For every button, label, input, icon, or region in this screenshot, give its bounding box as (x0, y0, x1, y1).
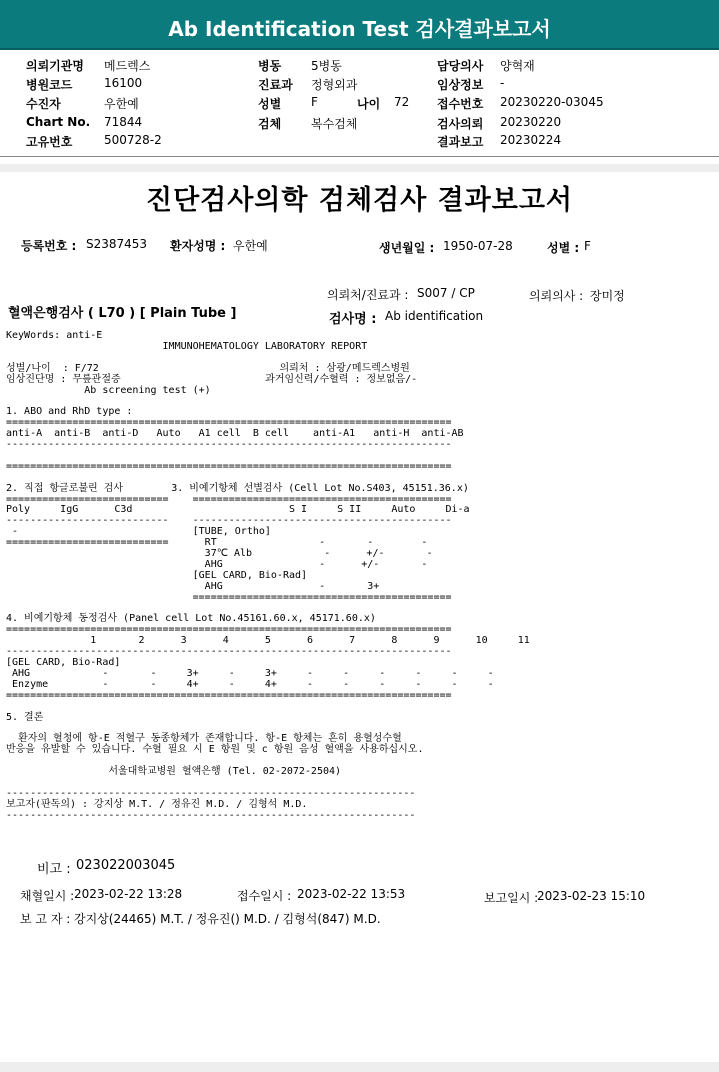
report-line: 보고자(판독의) : 강지상 M.T. / 정유진 M.D. / 김형석 M.D. (6, 798, 308, 810)
document-title: 진단검사의학 검체검사 결과보고서 (145, 185, 574, 216)
report-line: ========================================================================== (6, 417, 452, 429)
report-line: -------------------------------------------------------------------- (6, 809, 416, 821)
report-line: Ab screening test (+) (6, 384, 211, 396)
report-line: anti-A anti-B anti-D Auto A1 cell B cell anti-A1 anti-H anti-AB (6, 428, 464, 440)
test-name-value: Ab identification (385, 309, 484, 323)
reporter-label: 보 고 자 : (20, 912, 71, 926)
report-line: --------------------------- ------------------------------------------- (6, 515, 452, 527)
report-line: AHG - - 3+ - 3+ - - - - - - (6, 667, 494, 679)
sex-value: F (584, 239, 591, 253)
reg-label: 등록번호 : (21, 239, 77, 253)
dept-label: 의뢰처/진료과 : (327, 288, 409, 302)
info-col2-row2 (258, 95, 281, 112)
info-col2-row1 (258, 76, 293, 93)
section-gap (0, 164, 719, 172)
report-line: 37℃ Alb - +/- - (6, 548, 433, 559)
info-label: 검체 (258, 117, 282, 131)
info-value: - (500, 76, 505, 90)
report-date-label: 보고일시 : (484, 891, 539, 905)
info-col1-row0 (26, 57, 84, 74)
receive-value: 2023-02-22 13:53 (297, 887, 406, 901)
report-line: 2. 직접 항글로불린 검사 3. 비예기항체 선별검사 (Cell Lot No.S403, 45151.36.x) (6, 482, 469, 494)
report-line: [GEL CARD, Bio-Rad] (6, 657, 121, 668)
collect-value: 2023-02-22 13:28 (74, 887, 183, 901)
report-line: -------------------------------------------------------------------- (6, 787, 416, 799)
info-value: 20230224 (500, 133, 562, 147)
info-label: 담당의사 (437, 59, 484, 73)
report-line: 1. ABO and RhD type : (6, 406, 133, 418)
info-value: 71844 (104, 115, 143, 129)
report-line: 4. 비예기항체 동정검사 (Panel cell Lot No.45161.60.x, 45171.60.x) (6, 613, 376, 625)
report-line: 성별/나이 : F/72 의뢰처 : 삼광/메드렉스병원 (6, 362, 410, 374)
report-line: -------------------------------------------------------------------------- (6, 439, 452, 450)
sex-label: 성별 : (547, 241, 580, 255)
note-label: 비고 : (37, 862, 71, 877)
report-line: [GEL CARD, Bio-Rad] (6, 569, 308, 581)
info-label: 나이 (357, 97, 381, 111)
info-label: 수진자 (26, 97, 61, 111)
info-age (357, 95, 380, 112)
report-line: IMMUNOHEMATOLOGY LABORATORY REPORT (6, 340, 368, 352)
info-value: 양혁재 (500, 59, 535, 73)
info-label: 검사의뢰 (437, 117, 484, 131)
info-label: 고유번호 (26, 135, 73, 149)
doctor-value: 장미정 (590, 289, 625, 303)
info-label: 접수번호 (437, 97, 484, 111)
info-label: 임상정보 (437, 78, 484, 92)
report-line: ========================================================================== (6, 624, 452, 636)
footer-bar (0, 1062, 719, 1072)
info-value: 72 (394, 95, 410, 109)
report-line: Enzyme - - 4+ - 4+ - - - - - - (6, 678, 494, 690)
reporter-value: 강지상(24465) M.T. / 정유진() M.D. / 김형석(847) M.D. (74, 912, 381, 926)
report-header-title: Ab Identification Test 검사결과보고서 (168, 17, 551, 41)
report-line: =========================== RT - - - (6, 537, 428, 549)
report-line: 서울대학교병원 혈액은행 (Tel. 02-2072-2504) (6, 766, 342, 777)
info-value: 20230220 (500, 115, 562, 129)
info-col3-row2 (437, 95, 483, 112)
info-label: 병동 (258, 59, 282, 73)
info-value: 복수검체 (311, 117, 358, 131)
report-line: ========================================================================== (6, 689, 452, 701)
divider (0, 156, 719, 157)
dept-value: S007 / CP (417, 286, 475, 300)
info-value: 500728-2 (104, 133, 162, 147)
report-line: 1 2 3 4 5 6 7 8 9 10 11 (6, 635, 530, 647)
report-line: Poly IgG C3d S I S II Auto Di-a (6, 504, 470, 516)
info-col1-row1 (26, 76, 72, 93)
info-value: 16100 (104, 76, 143, 90)
info-label: 병원코드 (26, 78, 73, 92)
test-name-label: 검사명 : (329, 312, 377, 327)
name-label: 환자성명 : (170, 239, 226, 253)
receive-label: 접수일시 : (237, 889, 292, 903)
doctor-label: 의뢰의사 : (529, 289, 584, 303)
info-value: 20230220-03045 (500, 95, 604, 109)
info-col1-row3 (26, 115, 90, 129)
info-label: 결과보고 (437, 135, 484, 149)
report-date-value: 2023-02-23 15:10 (537, 889, 646, 903)
report-header (0, 0, 719, 50)
info-col3-row0 (437, 57, 483, 74)
name-value: 우한예 (233, 239, 268, 253)
info-value: 우한예 (104, 97, 139, 111)
report-line: 임상진단명 : 무릎관절증 과거임신력/수혈력 : 정보없음/- (6, 373, 418, 385)
info-col3-row3 (437, 115, 483, 132)
report-line: =========================== =========================================== (6, 493, 452, 505)
report-line: 반응을 유발할 수 있습니다. 수혈 필요 시 E 항원 및 c 항원 음성 혈액을 사용하십시오. (6, 744, 424, 756)
note-value: 023022003045 (76, 858, 176, 873)
collect-label: 채혈일시 : (20, 889, 75, 903)
info-value: F (311, 95, 318, 109)
reg-value: S2387453 (86, 237, 148, 251)
report-line: KeyWords: anti-E (6, 330, 103, 341)
info-label: 성별 (258, 97, 282, 111)
info-label: 진료과 (258, 78, 293, 92)
info-col3-row4 (437, 133, 483, 150)
info-col2-row0 (258, 57, 281, 74)
report-line: 5. 결론 (6, 711, 44, 723)
info-col2-row3 (258, 115, 281, 132)
info-col3-row1 (437, 76, 483, 93)
report-line: =========================================== (6, 591, 452, 603)
info-value: 정형외과 (311, 78, 358, 92)
report-line: - [TUBE, Ortho] (6, 526, 271, 538)
report-line: 환자의 혈청에 항-E 적혈구 동종항체가 존재합니다. 항-E 항체는 흔히 용혈성수혈 (6, 733, 402, 745)
info-col1-row4 (26, 133, 72, 150)
report-line: -------------------------------------------------------------------------- (6, 646, 452, 658)
dob-value: 1950-07-28 (443, 239, 513, 253)
dob-label: 생년월일 : (379, 241, 435, 255)
report-line: AHG - 3+ (6, 580, 380, 592)
report-line: AHG - +/- - (6, 558, 428, 570)
info-label: 의뢰기관명 (26, 59, 84, 73)
info-label: Chart No. (26, 115, 91, 129)
test-title: 혈액은행검사 ( L70 ) [ Plain Tube ] (8, 306, 237, 321)
info-value: 5병동 (311, 59, 342, 73)
info-value: 메드렉스 (104, 59, 151, 73)
info-col1-row2 (26, 95, 61, 112)
report-line: ========================================================================== (6, 460, 452, 472)
